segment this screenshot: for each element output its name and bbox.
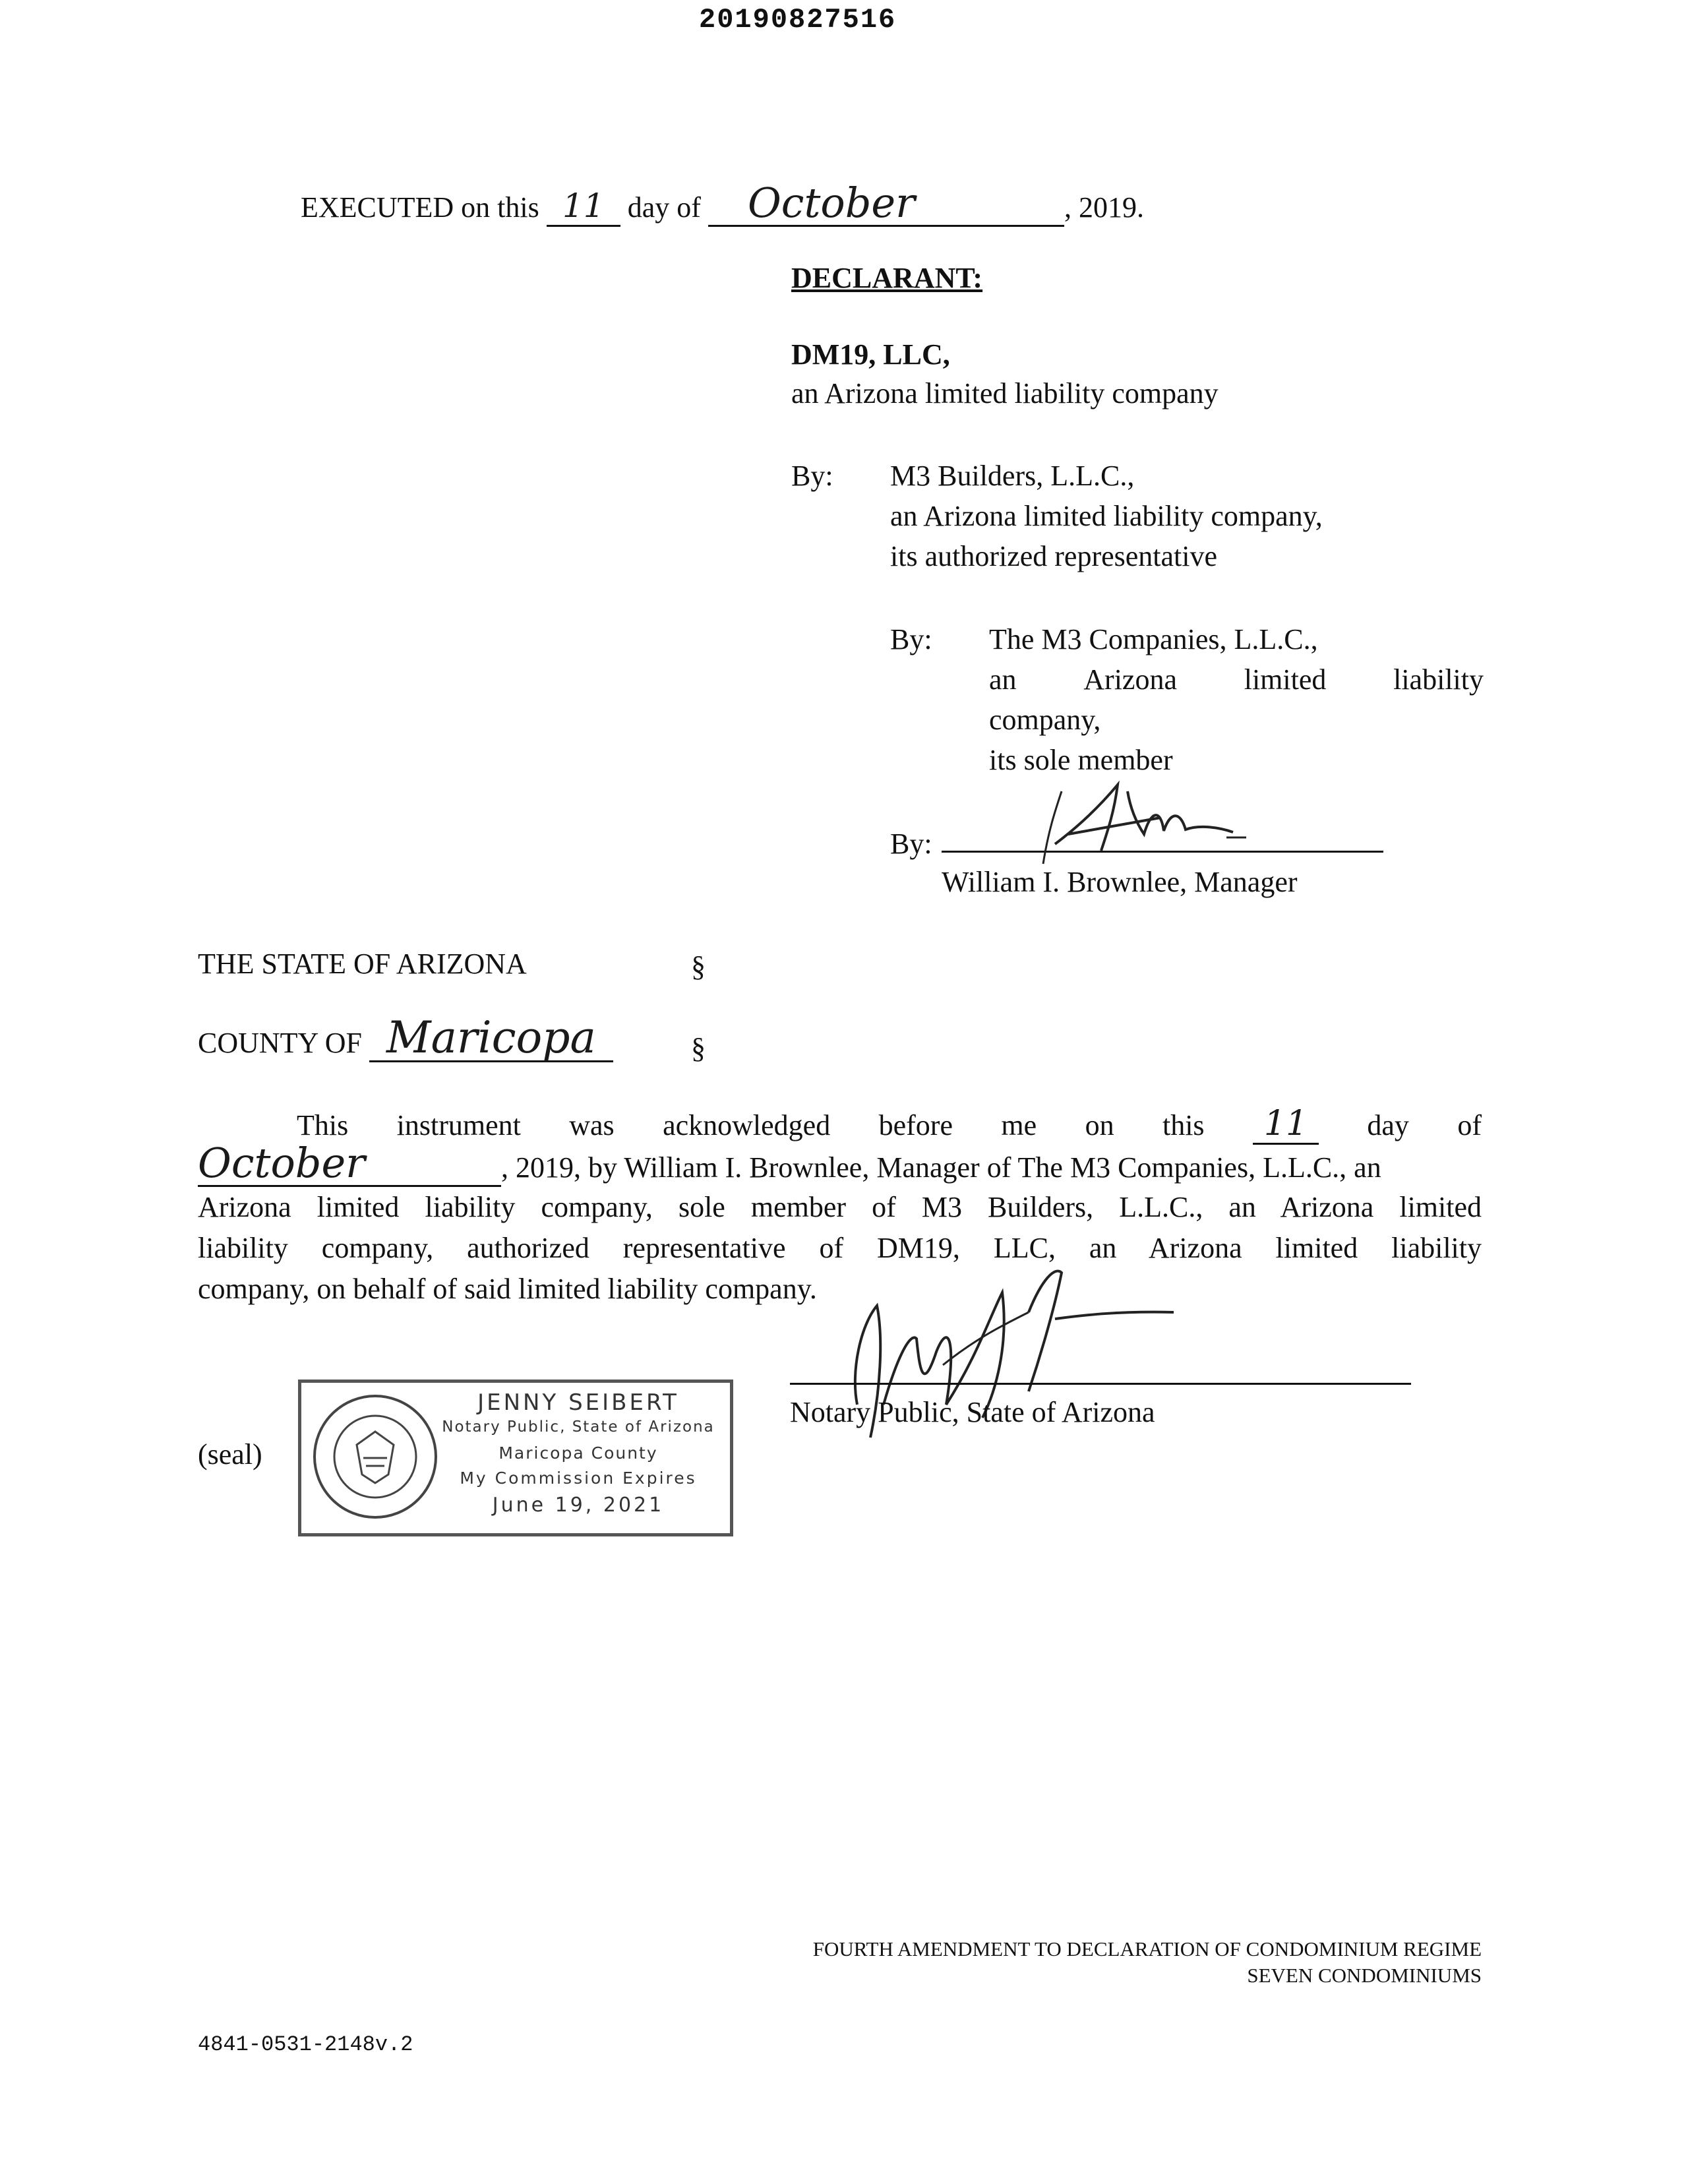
footer-line-1: FOURTH AMENDMENT TO DECLARATION OF CONDOMINIUM REGIME [812,1937,1482,1960]
member-desc-word: Arizona [1083,663,1177,696]
member-desc-word: limited [1244,663,1327,696]
member-role: its sole member [989,744,1173,776]
section-symbol-1: § [691,950,706,983]
executed-prefix: EXECUTED on this [301,191,539,224]
stamp-expiry: June 19, 2021 [492,1494,665,1517]
executed-month-blank [708,179,1064,227]
ack-word: day [1367,1109,1409,1141]
rep-name: M3 Builders, L.L.C., [890,460,1135,492]
manager-signature [1029,772,1279,870]
ack-day: 11 [1263,1104,1308,1143]
recording-number: 20190827516 [699,4,897,36]
ack-month-blank [198,1139,501,1187]
by-label-3: By: [890,828,932,860]
executed-line [301,179,1144,228]
ack-word: before [878,1109,953,1141]
stamp-title: Notary Public, State of Arizona [442,1418,715,1436]
county-label: COUNTY OF [198,1027,362,1059]
ack-word: this [1162,1109,1205,1141]
rep-desc: an Arizona limited liability company, [890,500,1323,532]
ack-day-blank [1253,1104,1319,1145]
declarant-entity-name: DM19, LLC, [791,338,950,371]
county-handwritten: Maricopa [386,1012,596,1063]
ack-word: of [1457,1109,1482,1141]
ack-line-3-text: Arizona limited liability company, sole member of M3 Builders, L.L.C., an Arizona limited [198,1191,1482,1223]
ack-line-5-text: company, on behalf of said limited liability company. [198,1273,817,1305]
ack-line-4-text: liability company, authorized representative of DM19, LLC, an Arizona limited liability [198,1232,1482,1264]
member-desc-end: company, [989,704,1101,736]
stamp-county: Maricopa County [498,1443,658,1463]
acknowledgment-line-3 [198,1187,1482,1228]
acknowledgment-line-1 [198,1105,1482,1146]
seal-label: (seal) [198,1438,262,1471]
member-name: The M3 Companies, L.L.C., [989,623,1318,655]
declarant-heading: DECLARANT: [791,262,983,294]
ack-line-2-text: , 2019, by William I. Brownlee, Manager of The M3 Companies, L.L.C., an [501,1151,1381,1184]
section-symbol-2: § [691,1032,706,1064]
by-label-1: By: [791,460,833,492]
ack-word: This [297,1109,349,1141]
member-desc [989,660,1484,700]
notary-title: Notary Public, State of Arizona [790,1396,1155,1428]
declarant-entity-desc: an Arizona limited liability company [791,377,1219,410]
stamp-commission: My Commission Expires [460,1469,697,1488]
doc-code: 4841-0531-2148v.2 [198,2032,413,2057]
acknowledgment-line-2 [198,1139,1482,1188]
ack-word: was [569,1109,615,1141]
executed-day: 11 [562,187,605,225]
ack-word: me [1001,1109,1037,1141]
ack-month: October [198,1139,365,1187]
footer-line-2: SEVEN CONDOMINIUMS [1247,1964,1482,1987]
signer-name: William I. Brownlee, Manager [942,866,1298,898]
rep-role: its authorized representative [890,540,1218,572]
stamp-name: JENNY SEIBERT [477,1389,679,1416]
ack-word: acknowledged [663,1109,831,1141]
member-desc-word: liability [1393,663,1484,696]
executed-mid: day of [627,191,701,224]
ack-word: on [1085,1109,1114,1141]
county-line [198,1012,613,1063]
executed-day-blank [547,189,620,227]
notary-stamp [298,1380,733,1536]
arizona-seal-icon [311,1392,440,1521]
member-desc-word: an [989,663,1017,696]
notary-signature-line [790,1383,1411,1385]
executed-month: October [747,179,915,227]
executed-year: , 2019. [1064,191,1144,224]
footer-title [659,1936,1482,1989]
state-line: THE STATE OF ARIZONA [198,948,527,980]
ack-word: instrument [396,1109,521,1141]
county-blank [369,1012,613,1063]
by-label-2: By: [890,623,932,655]
